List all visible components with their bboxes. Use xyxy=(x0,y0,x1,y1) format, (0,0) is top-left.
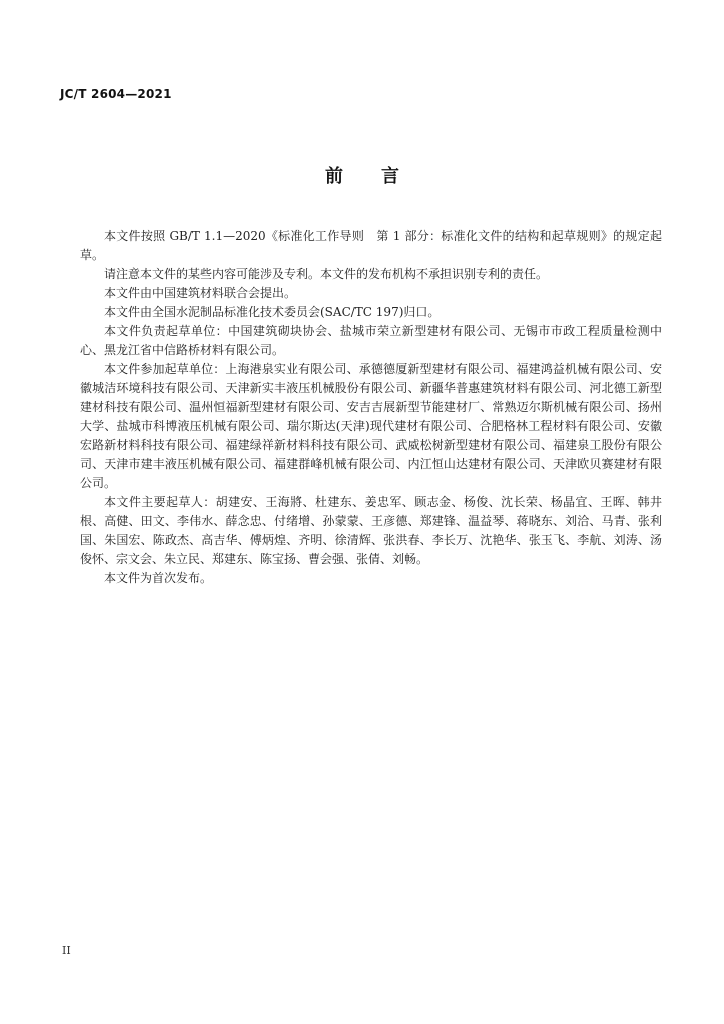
paragraph-main-drafters: 本文件主要起草人：胡建安、王海將、杜建东、姜忠军、顾志金、杨俊、沈长荣、杨晶宜、王晖、韩井根、高健、田文、李伟水、薛念忠、付绪增、孙蒙蒙、王彦德、郑建锋、温益琴、蒋晓东、刘洽、马青、张利国、朱国宏、陈政杰、高吉华、傅炳煌、齐明、徐清辉、张洪春、李长万、沈艳华、张玉飞、李航、刘涛、汤俊怀、宗文会、朱立民、郑建东、陈宝扬、曹会强、张倩、刘畅。 xyxy=(80,495,662,566)
standard-code: JC/T 2604—2021 xyxy=(60,87,172,101)
foreword-body xyxy=(80,227,662,588)
paragraph-proposed-by: 本文件由中国建筑材料联合会提出。 xyxy=(104,286,297,300)
paragraph-under-jurisdiction: 本文件由全国水泥制品标准化技术委员会(SAC/TC 197)归口。 xyxy=(104,305,440,319)
section-title: 前言 xyxy=(325,166,437,187)
page-number: II xyxy=(62,944,71,957)
paragraph-drafting-rules: 本文件按照 GB/T 1.1—2020《标准化工作导则 第 1 部分：标准化文件的结构和起草规则》的规定起草。 xyxy=(80,229,662,262)
paragraph-participating-units: 本文件参加起草单位：上海港泉实业有限公司、承德德厦新型建材有限公司、福建鸿益机械有限公司、安徽城洁环境科技有限公司、天津新实丰液压机械股份有限公司、新疆华普惠建筑材料有限公司、河北德工新型建材科技有限公司、温州恒福新型建材有限公司、安吉吉展新型节能建材厂、常熟迈尔斯机械有限公司、扬州大学、盐城市科博液压机械有限公司、瑞尔斯达(天津)现代建材有限公司、合肥格林工程材料有限公司、安徽宏路新材料科技有限公司、福建绿祥新材料科技有限公司、武威松树新型建材有限公司、福建泉工股份有限公司、天津市建丰液压机械有限公司、福建群峰机械有限公司、内江恒山达建材有限公司、天津欧贝赛建材有限公司。 xyxy=(80,362,662,490)
paragraph-patent-notice: 请注意本文件的某些内容可能涉及专利。本文件的发布机构不承担识别专利的责任。 xyxy=(104,267,549,281)
paragraph-first-release: 本文件为首次发布。 xyxy=(104,571,213,585)
paragraph-main-drafting-units: 本文件负责起草单位：中国建筑砌块协会、盐城市荣立新型建材有限公司、无锡市市政工程质量检测中心、黑龙江省中信路桥材料有限公司。 xyxy=(80,324,662,357)
